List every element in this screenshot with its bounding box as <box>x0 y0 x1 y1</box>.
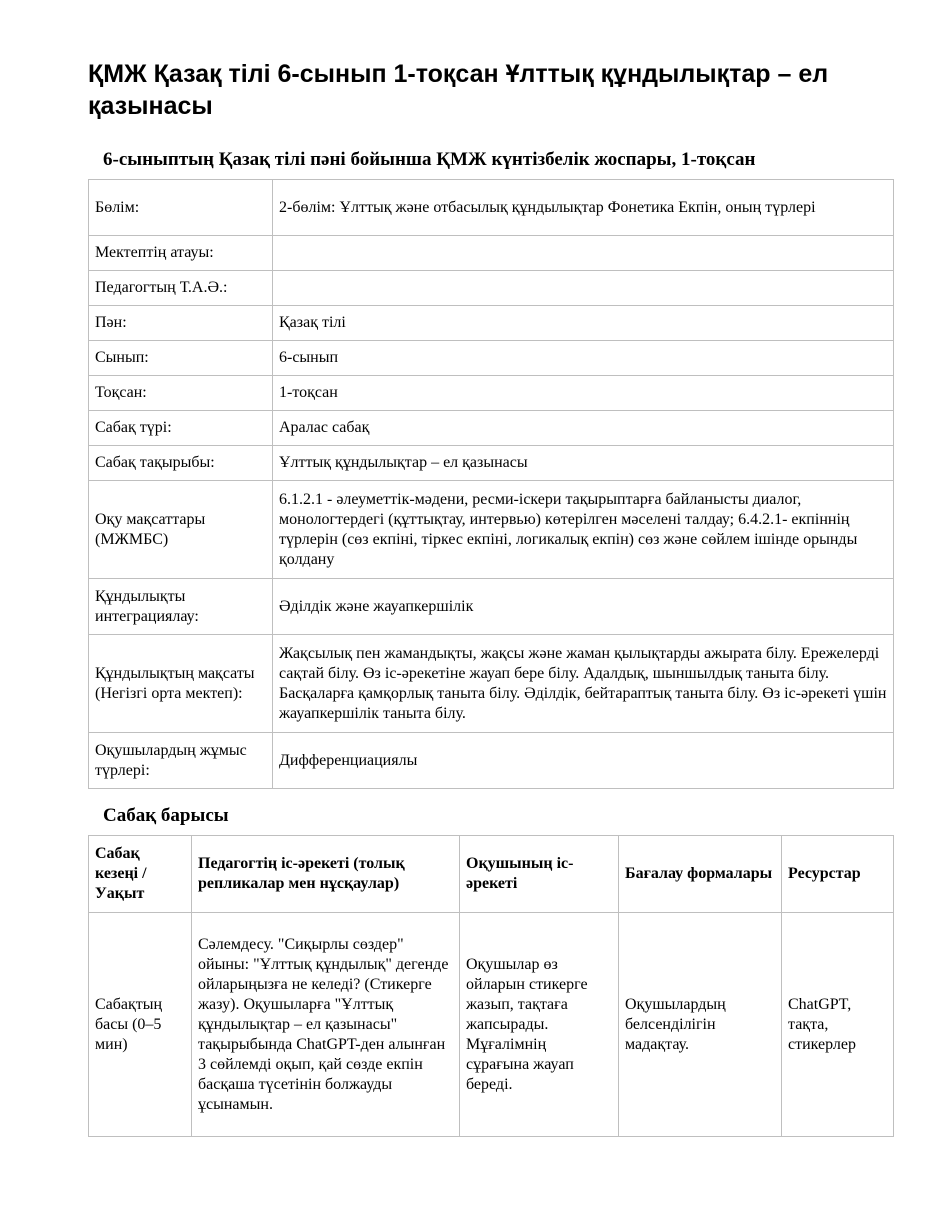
row-value: 6-сынып <box>273 341 894 376</box>
column-header-stage: Сабақ кезеңі / Уақыт <box>89 836 192 913</box>
row-label: Құндылықты интеграциялау: <box>89 579 273 635</box>
row-value: 1-тоқсан <box>273 376 894 411</box>
row-label: Бөлім: <box>89 180 273 236</box>
table-row <box>89 446 894 481</box>
column-header-teacher-activity: Педагогтің іс-әрекеті (толық репликалар мен нұсқаулар) <box>192 836 460 913</box>
table-row <box>89 180 894 236</box>
column-header-student-activity: Оқушының іс-әрекеті <box>460 836 619 913</box>
row-value: 6.1.2.1 - әлеуметтік-мәдени, ресми-іскери тақырыптарға байланысты диалог, монологтердегі (құттықтау, интервью) көтерілген мәселені талдау; 6.4.2.1- екпіннің түрлерін (сөз екпіні, тіркес екпіні, логикалық екпін) сөз және сөйлем ішінде орынды қолдану <box>273 481 894 579</box>
row-value: 2-бөлім: Ұлттық және отбасылық құндылықтар Фонетика Екпін, оның түрлері <box>273 180 894 236</box>
table-row <box>89 271 894 306</box>
row-value: Аралас сабақ <box>273 411 894 446</box>
table-row <box>89 306 894 341</box>
row-label: Педагогтың Т.А.Ә.: <box>89 271 273 306</box>
table-row <box>89 236 894 271</box>
row-label: Мектептің атауы: <box>89 236 273 271</box>
table-row <box>89 733 894 789</box>
assessment-cell: Оқушылардың белсенділігін мадақтау. <box>619 913 782 1137</box>
table-row <box>89 341 894 376</box>
row-label: Сынып: <box>89 341 273 376</box>
row-label: Оқушылардың жұмыс түрлері: <box>89 733 273 789</box>
row-value <box>273 271 894 306</box>
stage-cell: Сабақтың басы (0–5 мин) <box>89 913 192 1137</box>
row-label: Құндылықтың мақсаты (Негізгі орта мектеп): <box>89 635 273 733</box>
row-label: Тоқсан: <box>89 376 273 411</box>
table-header-row <box>89 836 894 913</box>
document-title: ҚМЖ Қазақ тілі 6-сынып 1-тоқсан Ұлттық құндылықтар – ел қазынасы <box>88 60 829 120</box>
lesson-progress-table <box>88 835 894 1137</box>
row-value: Әділдік және жауапкершілік <box>273 579 894 635</box>
student-activity-cell: Оқушылар өз ойларын стикерге жазып, тақтаға жапсырады. Мұғалімнің сұрағына жауап береді. <box>460 913 619 1137</box>
lesson-progress-heading: Сабақ барысы <box>103 805 229 826</box>
lesson-plan-info-table <box>88 179 894 789</box>
teacher-activity-cell: Сәлемдесу. "Сиқырлы сөздер" ойыны: "Ұлттық құндылық" дегенде ойларыңызға не келеді? (Стикерге жазу). Оқушыларға "Ұлттық құндылықтар – ел қазынасы" тақырыбында ChatGPT-ден алынған 3 сөйлемді оқып, қай сөзде екпін басқаша түсетінін болжауды ұсынамын. <box>192 913 460 1137</box>
row-label: Сабақ тақырыбы: <box>89 446 273 481</box>
row-value: Дифференциациялы <box>273 733 894 789</box>
table-row <box>89 635 894 733</box>
table-row <box>89 579 894 635</box>
plan-heading: 6-сыныптың Қазақ тілі пәні бойынша ҚМЖ күнтізбелік жоспары, 1-тоқсан <box>103 149 756 170</box>
row-label: Оқу мақсаттары (МЖМБС) <box>89 481 273 579</box>
row-value: Жақсылық пен жамандықты, жақсы және жаман қылықтарды ажырата білу. Ережелерді сақтай білу. Өз іс-әрекетіне жауап бере білу. Адалдық, шыншылдық таныта білу. Басқаларға қамқорлық таныта білу. Әділдік, бейтараптық таныта білу. Өз іс-әрекеті үшін жауапкершілік таныта білу. <box>273 635 894 733</box>
table-row <box>89 376 894 411</box>
table-row <box>89 913 894 1137</box>
row-label: Пән: <box>89 306 273 341</box>
column-header-resources: Ресурстар <box>782 836 894 913</box>
column-header-assessment: Бағалау формалары <box>619 836 782 913</box>
table-row <box>89 411 894 446</box>
table-row <box>89 481 894 579</box>
row-value <box>273 236 894 271</box>
resources-cell: ChatGPT, тақта, стикерлер <box>782 913 894 1137</box>
row-label: Сабақ түрі: <box>89 411 273 446</box>
row-value: Қазақ тілі <box>273 306 894 341</box>
row-value: Ұлттық құндылықтар – ел қазынасы <box>273 446 894 481</box>
